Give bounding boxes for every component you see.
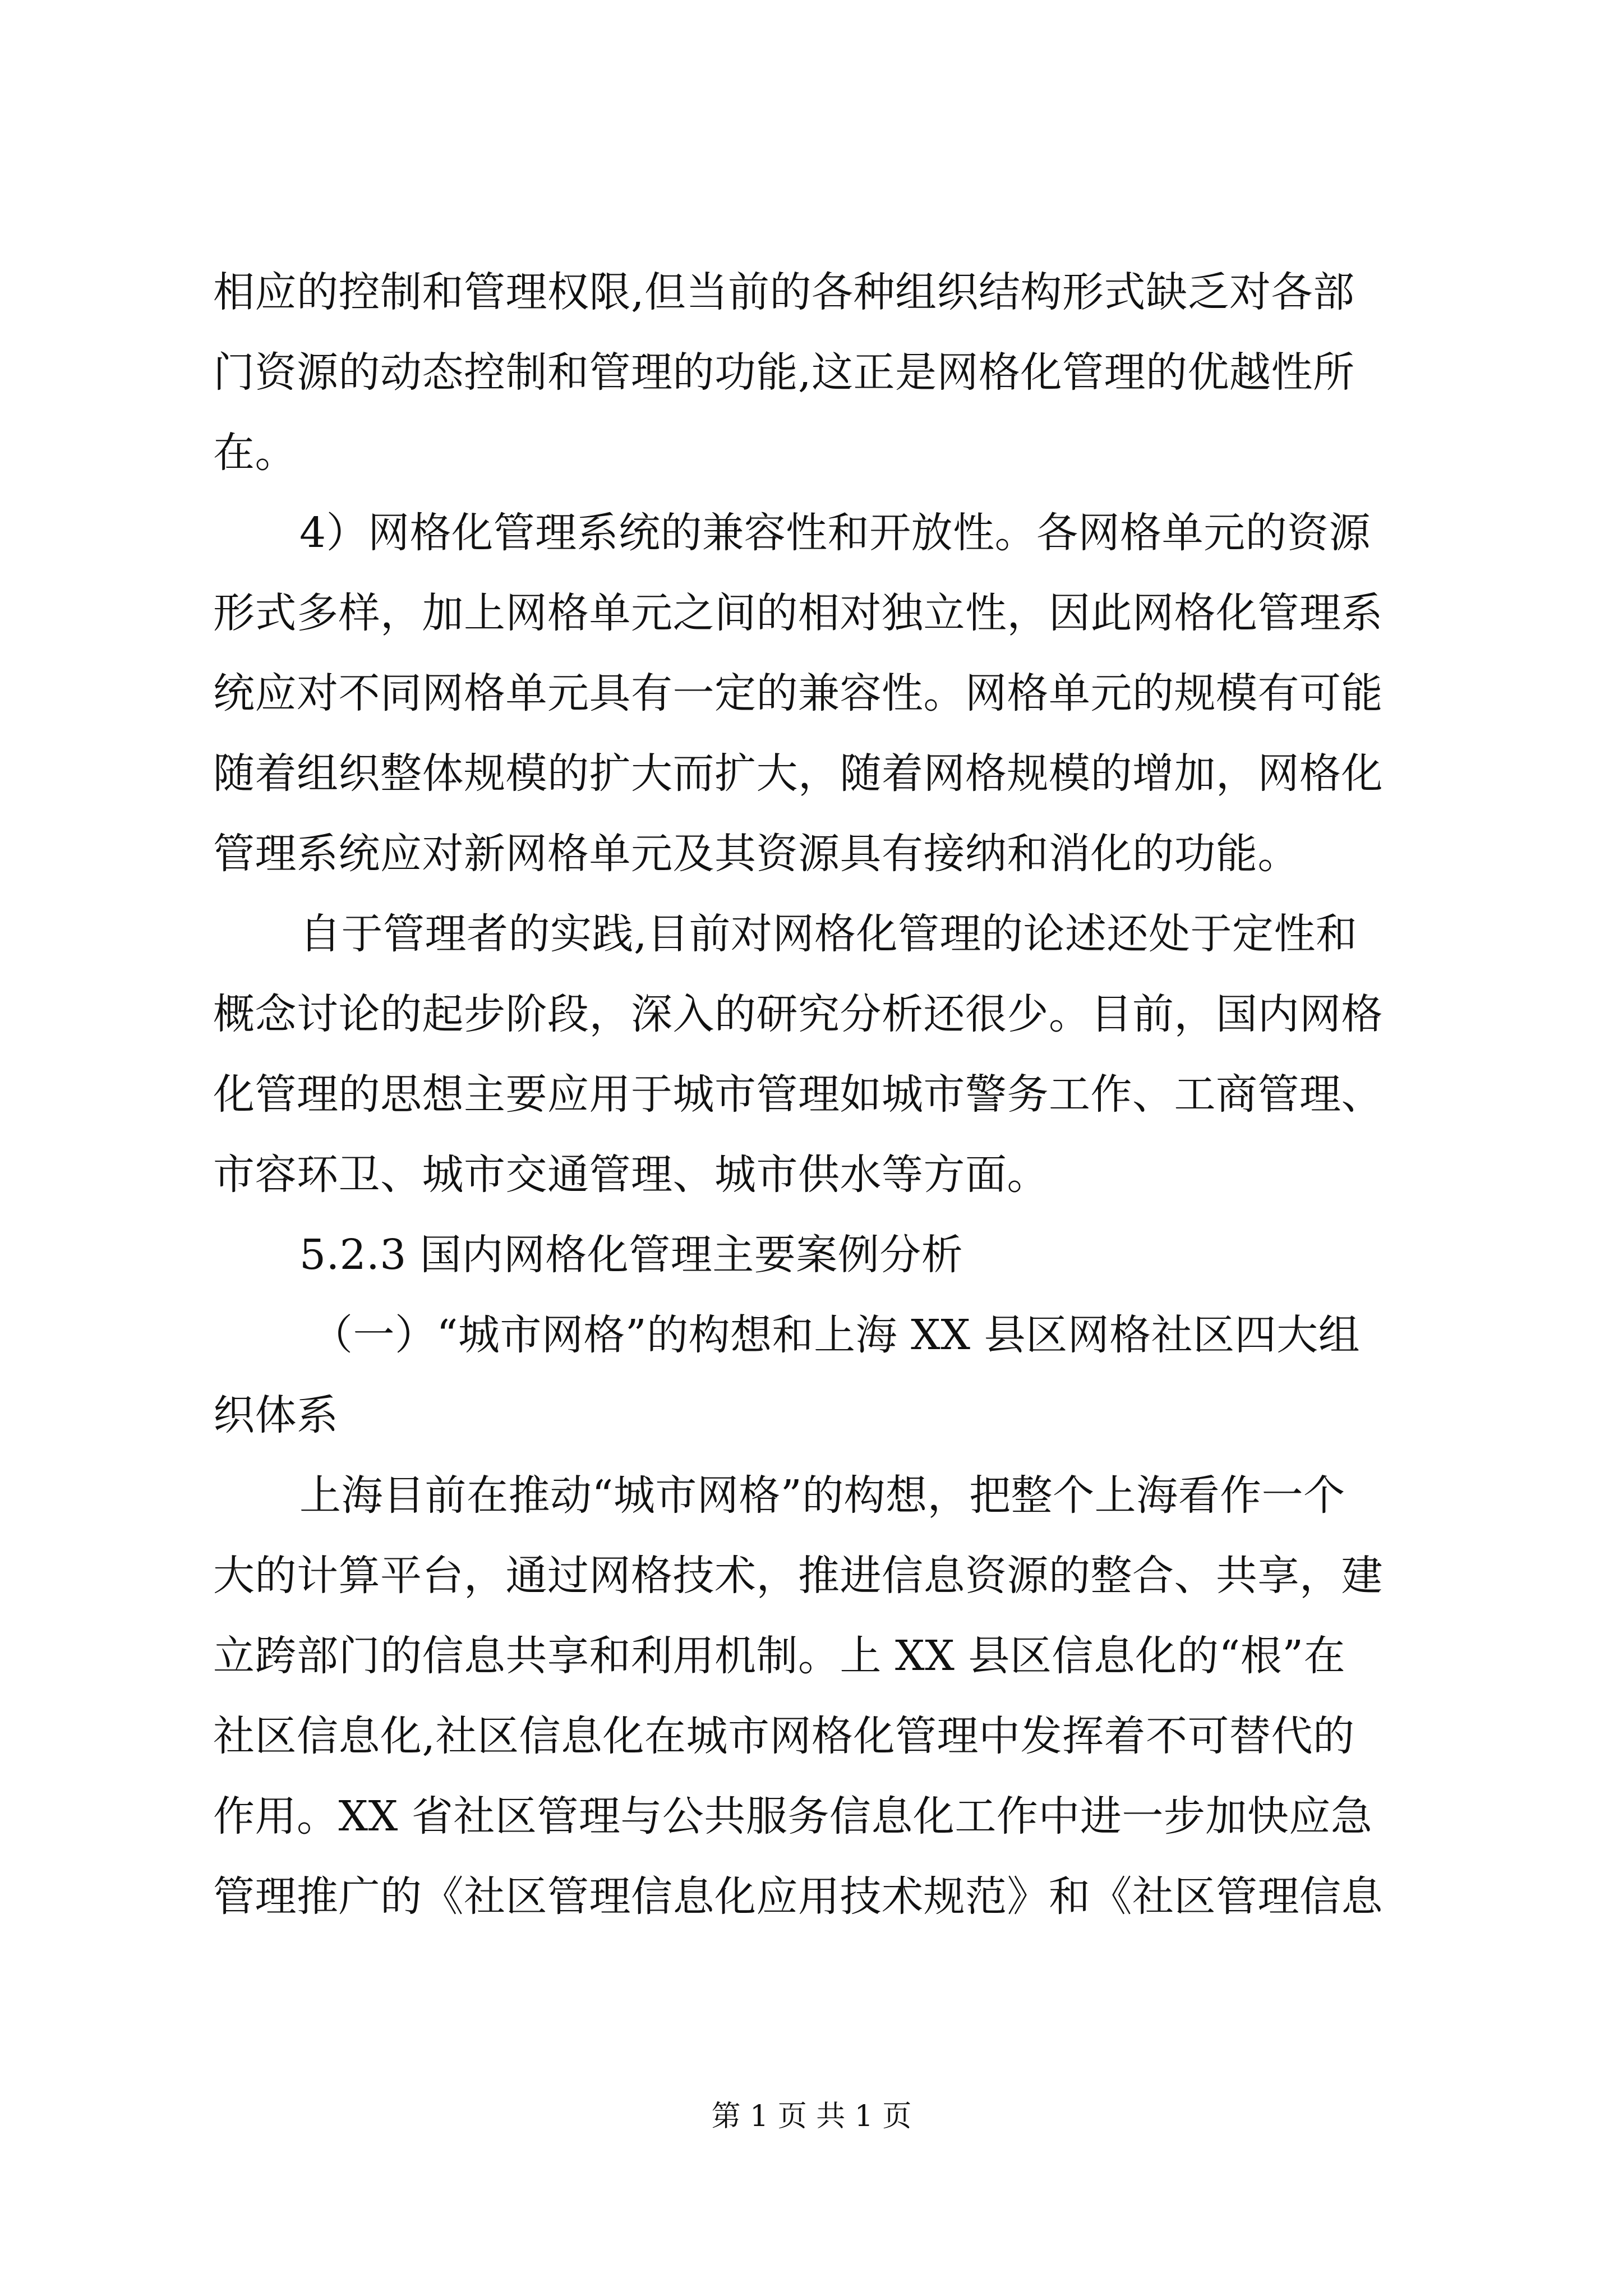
text-line: 随着组织整体规模的扩大而扩大，随着网格规模的增加，网格化: [213, 749, 1383, 798]
text-line: 化管理的思想主要应用于城市管理如城市警务工作、工商管理、: [213, 1070, 1383, 1119]
paragraph-first-line: 4）网格化管理系统的兼容性和开放性。各网格单元的资源: [299, 509, 1371, 557]
section-heading: 5.2.3 国内网格化管理主要案例分析: [299, 1231, 963, 1279]
page-number-label: 第 1 页 共 1 页: [711, 2100, 912, 2133]
text-line: 社区信息化,社区信息化在城市网格化管理中发挥着不可替代的: [213, 1712, 1355, 1760]
text-line: 统应对不同网格单元具有一定的兼容性。网格单元的规模有可能: [213, 669, 1383, 717]
text-line: 形式多样，加上网格单元之间的相对独立性，因此网格化管理系: [213, 589, 1383, 637]
text-line: 大的计算平台，通过网格技术，推进信息资源的整合、共享，建: [213, 1552, 1383, 1600]
text-line: 作用。XX 省社区管理与公共服务信息化工作中进一步加快应急: [213, 1792, 1373, 1841]
text-line: 立跨部门的信息共享和利用机制。上 XX 县区信息化的“根”在: [213, 1632, 1346, 1680]
text-line: 在。: [213, 429, 297, 477]
paragraph-first-line: 上海目前在推动“城市网格”的构想，把整个上海看作一个: [299, 1471, 1345, 1520]
text-line: 概念讨论的起步阶段，深入的研究分析还很少。目前，国内网格: [213, 990, 1383, 1038]
text-line: 相应的控制和管理权限,但当前的各种组织结构形式缺乏对各部: [213, 268, 1355, 316]
subsection-heading: （一）“城市网格”的构想和上海 XX 县区网格社区四大组: [311, 1311, 1361, 1359]
page-footer: [0, 2097, 1623, 2136]
document-body: [213, 252, 1447, 1937]
text-line: 市容环卫、城市交通管理、城市供水等方面。: [213, 1151, 1049, 1199]
subsection-heading-continued: 织体系: [213, 1391, 339, 1439]
paragraph-first-line: 自于管理者的实践,目前对网格化管理的论述还处于定性和: [299, 910, 1358, 958]
text-line: 管理系统应对新网格单元及其资源具有接纳和消化的功能。: [213, 830, 1299, 878]
text-line: 门资源的动态控制和管理的功能,这正是网格化管理的优越性所: [213, 348, 1355, 397]
text-line: 管理推广的《社区管理信息化应用技术规范》和《社区管理信息: [213, 1872, 1383, 1921]
